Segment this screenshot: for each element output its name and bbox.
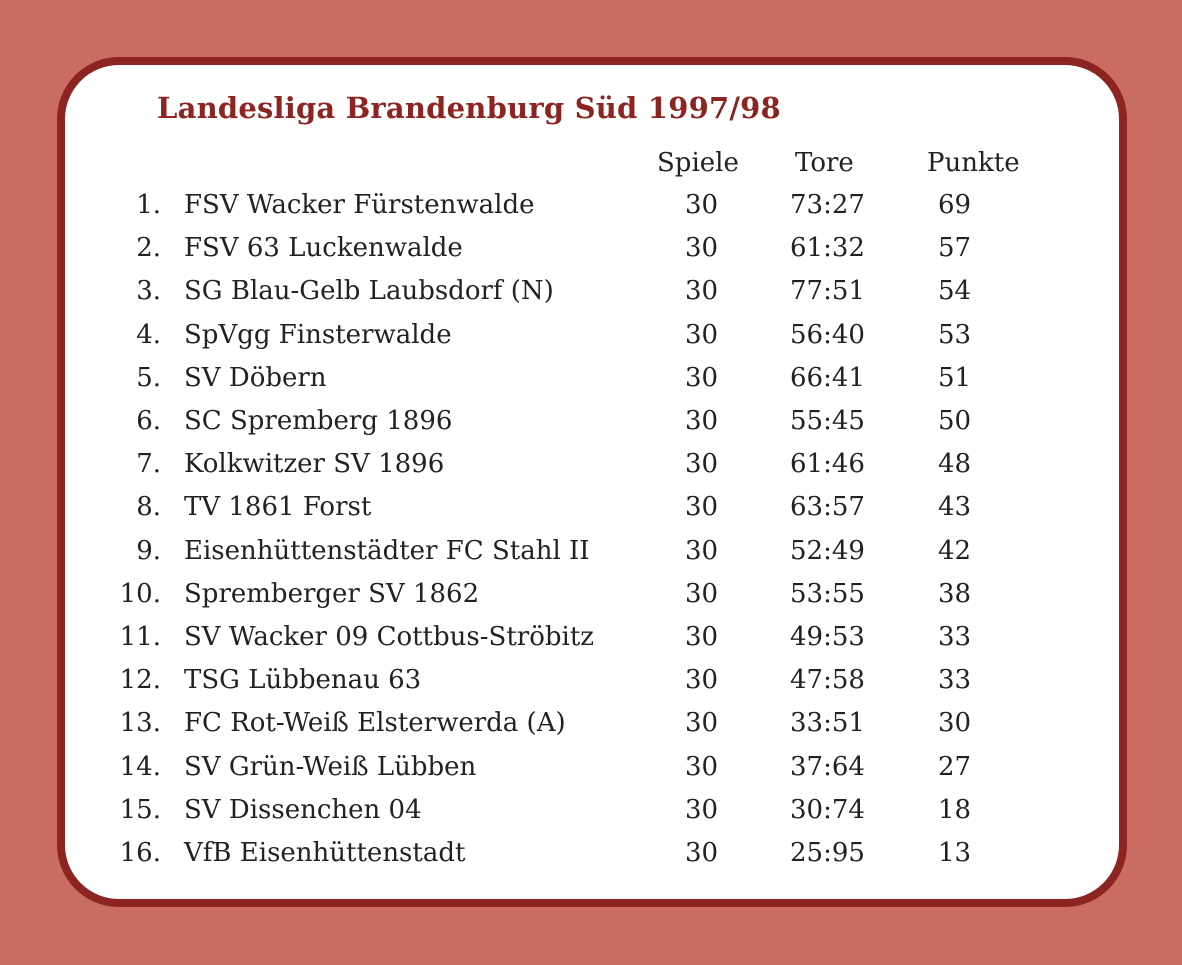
games-cell: 30 bbox=[685, 578, 719, 609]
table-row bbox=[65, 708, 1119, 751]
team-cell: TV 1861 Forst bbox=[184, 492, 372, 523]
points-cell: 69 bbox=[938, 190, 972, 220]
table-row bbox=[65, 363, 1119, 406]
rank-cell: 1. bbox=[136, 190, 161, 220]
games-cell: 30 bbox=[685, 622, 719, 652]
rank-cell: 6. bbox=[136, 406, 161, 436]
header-goals: Tore bbox=[795, 148, 854, 178]
rank-cell: 8. bbox=[136, 492, 161, 523]
rank-cell: 5. bbox=[136, 362, 161, 393]
team-cell: SV Wacker 09 Cottbus-Ströbitz bbox=[184, 622, 594, 652]
table-row bbox=[65, 320, 1119, 363]
points-cell: 13 bbox=[938, 838, 972, 868]
rank-cell: 14. bbox=[119, 751, 161, 782]
team-cell: VfB Eisenhüttenstadt bbox=[184, 838, 466, 868]
rank-cell: 2. bbox=[136, 233, 161, 264]
team-cell: FSV 63 Luckenwalde bbox=[184, 233, 463, 264]
games-cell: 30 bbox=[685, 406, 719, 436]
table-row bbox=[65, 665, 1119, 708]
points-cell: 33 bbox=[938, 622, 972, 652]
games-cell: 30 bbox=[685, 233, 719, 264]
table-row bbox=[65, 276, 1119, 319]
games-cell: 30 bbox=[685, 449, 719, 480]
table-title: Landesliga Brandenburg Süd 1997/98 bbox=[157, 91, 781, 125]
goals-cell: 52:49 bbox=[790, 535, 865, 566]
rank-cell: 9. bbox=[136, 535, 161, 566]
goals-cell: 77:51 bbox=[790, 276, 865, 307]
goals-cell: 47:58 bbox=[790, 665, 865, 696]
rank-cell: 11. bbox=[119, 622, 161, 652]
goals-cell: 61:46 bbox=[790, 449, 865, 480]
rank-cell: 4. bbox=[136, 319, 161, 350]
games-cell: 30 bbox=[685, 276, 719, 307]
goals-cell: 66:41 bbox=[790, 362, 865, 393]
points-cell: 42 bbox=[938, 535, 972, 566]
rank-cell: 10. bbox=[119, 578, 161, 609]
goals-cell: 49:53 bbox=[790, 622, 865, 652]
points-cell: 48 bbox=[938, 449, 972, 480]
games-cell: 30 bbox=[685, 319, 719, 350]
team-cell: SV Döbern bbox=[184, 362, 327, 393]
points-cell: 27 bbox=[938, 751, 972, 782]
points-cell: 18 bbox=[938, 794, 972, 825]
team-cell: Spremberger SV 1862 bbox=[184, 578, 480, 609]
rank-cell: 16. bbox=[119, 838, 161, 868]
games-cell: 30 bbox=[685, 708, 719, 739]
games-cell: 30 bbox=[685, 190, 719, 220]
table-row bbox=[65, 752, 1119, 795]
points-cell: 50 bbox=[938, 406, 972, 436]
table-row bbox=[65, 449, 1119, 492]
games-cell: 30 bbox=[685, 751, 719, 782]
team-cell: SG Blau-Gelb Laubsdorf (N) bbox=[184, 276, 554, 307]
points-cell: 33 bbox=[938, 665, 972, 696]
games-cell: 30 bbox=[685, 535, 719, 566]
goals-cell: 37:64 bbox=[790, 751, 865, 782]
points-cell: 38 bbox=[938, 578, 972, 609]
goals-cell: 73:27 bbox=[790, 190, 865, 220]
team-cell: TSG Lübbenau 63 bbox=[184, 665, 422, 696]
team-cell: SV Grün-Weiß Lübben bbox=[184, 751, 477, 782]
games-cell: 30 bbox=[685, 492, 719, 523]
table-row bbox=[65, 536, 1119, 579]
goals-cell: 30:74 bbox=[790, 794, 865, 825]
team-cell: SV Dissenchen 04 bbox=[184, 794, 422, 825]
goals-cell: 63:57 bbox=[790, 492, 865, 523]
points-cell: 53 bbox=[938, 319, 972, 350]
rank-cell: 13. bbox=[119, 708, 161, 739]
rank-cell: 3. bbox=[136, 276, 161, 307]
table-row bbox=[65, 190, 1119, 233]
team-cell: FSV Wacker Fürstenwalde bbox=[184, 190, 535, 220]
table-row bbox=[65, 406, 1119, 449]
team-cell: Eisenhüttenstädter FC Stahl II bbox=[184, 535, 590, 566]
team-cell: SC Spremberg 1896 bbox=[184, 406, 453, 436]
rank-cell: 7. bbox=[136, 449, 161, 480]
table-row bbox=[65, 622, 1119, 665]
team-cell: FC Rot-Weiß Elsterwerda (A) bbox=[184, 708, 566, 739]
team-cell: SpVgg Finsterwalde bbox=[184, 319, 452, 350]
points-cell: 30 bbox=[938, 708, 972, 739]
header-games: Spiele bbox=[657, 148, 739, 178]
goals-cell: 25:95 bbox=[790, 838, 865, 868]
points-cell: 51 bbox=[938, 362, 972, 393]
points-cell: 54 bbox=[938, 276, 972, 307]
points-cell: 43 bbox=[938, 492, 972, 523]
games-cell: 30 bbox=[685, 665, 719, 696]
games-cell: 30 bbox=[685, 362, 719, 393]
rank-cell: 12. bbox=[119, 665, 161, 696]
header-points: Punkte bbox=[927, 148, 1020, 178]
games-cell: 30 bbox=[685, 838, 719, 868]
games-cell: 30 bbox=[685, 794, 719, 825]
goals-cell: 53:55 bbox=[790, 578, 865, 609]
points-cell: 57 bbox=[938, 233, 972, 264]
goals-cell: 61:32 bbox=[790, 233, 865, 264]
goals-cell: 55:45 bbox=[790, 406, 865, 436]
rank-cell: 15. bbox=[119, 794, 161, 825]
standings-card bbox=[57, 57, 1127, 907]
table-row bbox=[65, 233, 1119, 276]
goals-cell: 33:51 bbox=[790, 708, 865, 739]
team-cell: Kolkwitzer SV 1896 bbox=[184, 449, 445, 480]
table-row bbox=[65, 579, 1119, 622]
table-row bbox=[65, 795, 1119, 838]
goals-cell: 56:40 bbox=[790, 319, 865, 350]
table-row bbox=[65, 492, 1119, 535]
table-row bbox=[65, 838, 1119, 881]
